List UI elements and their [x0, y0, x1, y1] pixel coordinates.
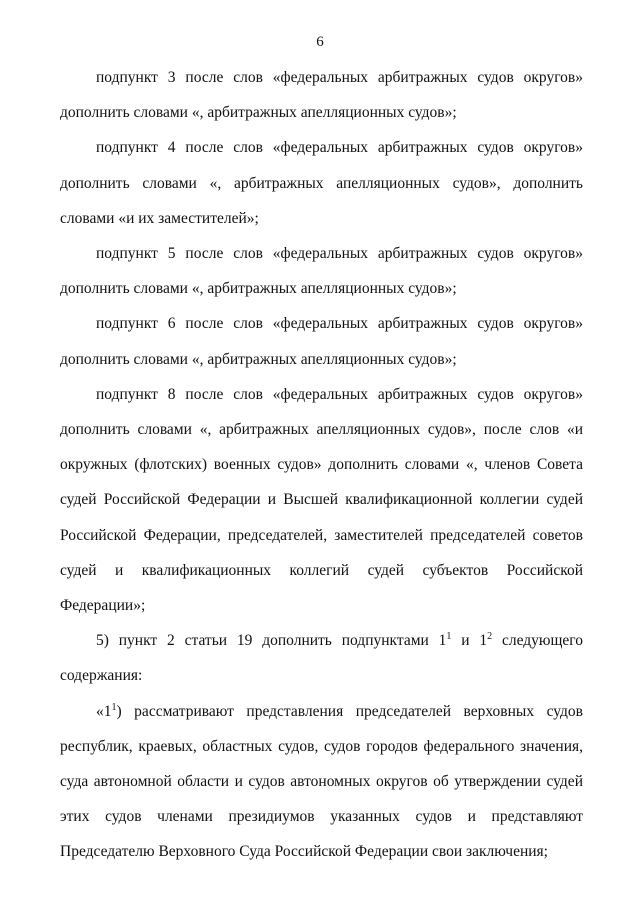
quote-text: ) рассматривают представления председателей верховных судов республик, краевых, областных судов, судов городов федерального значения, суда автономной области и судов автономных округов об утверждении судей этих судов членами президиумов указанных судов и представляют Председателю Верховного Суда Российской Федерации свои заключения;	[60, 702, 583, 861]
item-5-text-middle: и 1	[451, 632, 488, 650]
paragraph-subitem-3: подпункт 3 после слов «федеральных арбитражных судов округов» дополнить словами «, арбитражных апелляционных судов»;	[60, 69, 583, 122]
paragraph-item-5	[60, 623, 583, 693]
page-number: 6	[316, 34, 324, 50]
item-5-text-end: следующего содержания:	[60, 632, 584, 685]
paragraph-subitem-6: подпункт 6 после слов «федеральных арбитражных судов округов» дополнить словами «, арбитражных апелляционных судов»;	[60, 315, 583, 368]
paragraph-subitem-5: подпункт 5 после слов «федеральных арбитражных судов округов» дополнить словами «, арбитражных апелляционных судов»;	[60, 245, 583, 298]
paragraph-subitem-8: подпункт 8 после слов «федеральных арбитражных судов округов» дополнить словами «, арбитражных апелляционных судов», после слов «и окружных (флотских) военных судов» дополнить словами «, членов Совета судей Российской Федерации и Высшей квалификационной коллегии судей Российской Федерации, председателей, заместителей председателей советов судей и квалификационных коллегий судей субъектов Российской Федерации»;	[60, 385, 583, 615]
document-body	[60, 60, 583, 870]
item-5-superscript-2: 2	[487, 631, 493, 643]
paragraph-subitem-4: подпункт 4 после слов «федеральных арбитражных судов округов» дополнить словами «, арбитражных апелляционных судов», дополнить словами «и их заместителей»;	[60, 139, 583, 227]
paragraph-quoted-subitem	[60, 694, 583, 870]
item-5-text-start: 5) пункт 2 статьи 19 дополнить подпунктами 1	[96, 632, 447, 650]
item-5-superscript-1: 1	[446, 631, 452, 643]
quote-open: «1	[96, 702, 112, 720]
quote-superscript: 1	[111, 701, 117, 713]
